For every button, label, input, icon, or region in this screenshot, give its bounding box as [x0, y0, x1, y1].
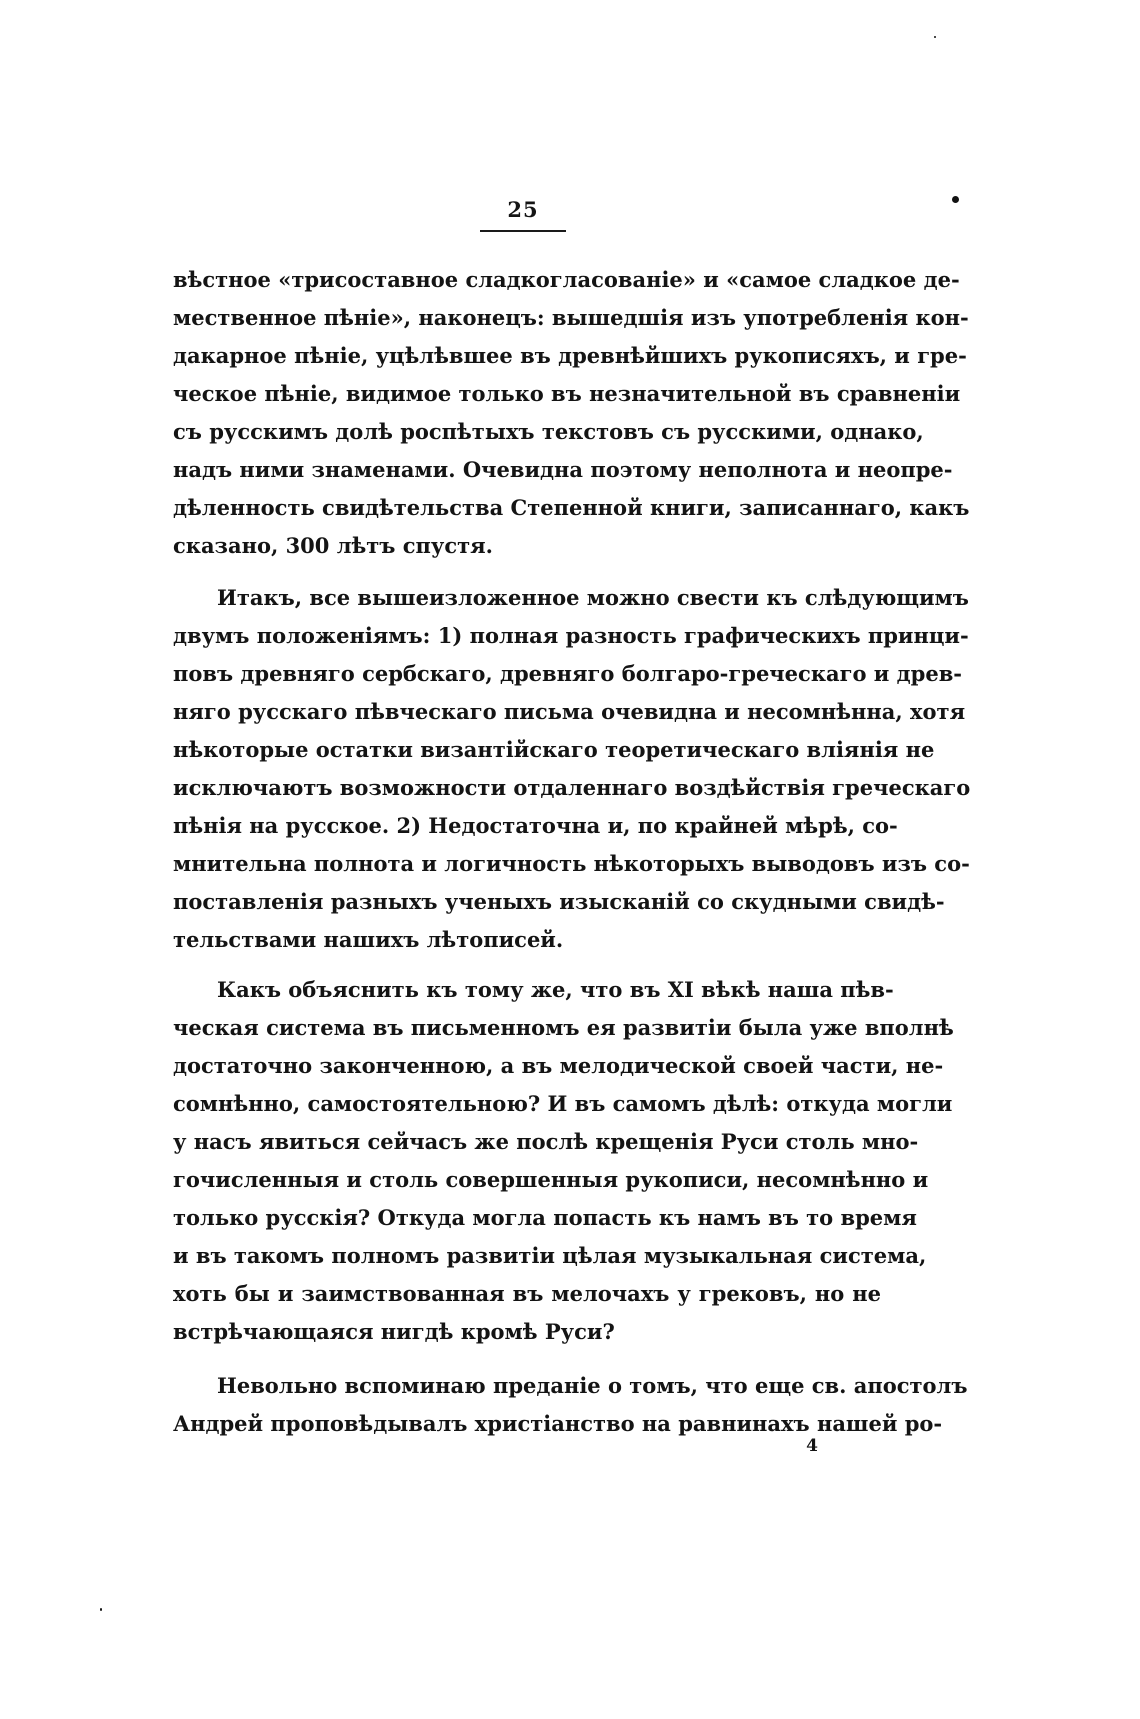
text-line: тельствами нашихъ лѣтописей.	[173, 927, 564, 952]
text-line: мнительна полнота и логичность нѣкоторыхъ выводовъ изъ со-	[173, 851, 970, 876]
text-line: вѣстное «трисоставное сладкогласованіе» и «самое сладкое де-	[173, 267, 960, 292]
text-line: поставленія разныхъ ученыхъ изысканій со скудными свидѣ-	[173, 889, 945, 914]
text-line: Андрей проповѣдывалъ христіанство на равнинахъ нашей ро-	[173, 1411, 943, 1436]
text-line: дакарное пѣніе, уцѣлѣвшее въ древнѣйшихъ рукописяхъ, и гре-	[173, 343, 967, 368]
text-line: повъ древняго сербскаго, древняго болгаро-греческаго и древ-	[173, 661, 963, 686]
text-line: нѣкоторые остатки византійскаго теоретическаго вліянія не	[173, 737, 935, 762]
text-line: Невольно вспоминаю преданіе о томъ, что еще св. апостолъ	[217, 1373, 968, 1398]
text-line: надъ ними знаменами. Очевидна поэтому неполнота и неопре-	[173, 457, 953, 482]
text-line: няго русскаго пѣвческаго письма очевидна и несомнѣнна, хотя	[173, 699, 966, 724]
text-line: сказано, 300 лѣтъ спустя.	[173, 533, 493, 558]
text-line: только русскія? Откуда могла попасть къ намъ въ то время	[173, 1205, 917, 1230]
text-line: и въ такомъ полномъ развитіи цѣлая музыкальная система,	[173, 1243, 927, 1268]
text-line: Какъ объяснить къ тому же, что въ XI вѣкѣ наша пѣв-	[217, 977, 894, 1002]
text-line: двумъ положеніямъ: 1) полная разность графическихъ принци-	[173, 623, 969, 648]
text-line: достаточно законченною, а въ мелодической своей части, не-	[173, 1053, 944, 1078]
text-line: встрѣчающаяся нигдѣ кромѣ Руси?	[173, 1319, 615, 1344]
text-line: съ русскимъ долѣ роспѣтыхъ текстовъ съ русскими, однако,	[173, 419, 924, 444]
text-line: ческое пѣніе, видимое только въ незначительной въ сравненіи	[173, 381, 961, 406]
text-line: сомнѣнно, самостоятельною? И въ самомъ дѣлѣ: откуда могли	[173, 1091, 953, 1116]
text-line: ческая система въ письменномъ ея развитіи была уже вполнѣ	[173, 1015, 954, 1040]
text-line: Итакъ, все вышеизложенное можно свести къ слѣдующимъ	[217, 585, 969, 610]
text-line: пѣнія на русское. 2) Недостаточна и, по крайней мѣрѣ, со-	[173, 813, 898, 838]
ink-speck	[952, 196, 959, 203]
text-line: мественное пѣніе», наконецъ: вышедшія изъ употребленія кон-	[173, 305, 969, 330]
page-number-rule	[480, 230, 566, 232]
signature-mark: 4	[806, 1436, 818, 1456]
page-number: 25	[507, 197, 539, 222]
text-line: исключаютъ возможности отдаленнаго воздѣйствія греческаго	[173, 775, 971, 800]
text-line: гочисленныя и столь совершенныя рукописи, несомнѣнно и	[173, 1167, 929, 1192]
text-line: хоть бы и заимствованная въ мелочахъ у грековъ, но не	[173, 1281, 881, 1306]
text-line: у насъ явиться сейчасъ же послѣ крещенія Руси столь мно-	[173, 1129, 919, 1154]
ink-speck	[934, 36, 936, 38]
text-line: дѣленность свидѣтельства Степенной книги, записаннаго, какъ	[173, 495, 970, 520]
ink-speck	[100, 1608, 102, 1611]
